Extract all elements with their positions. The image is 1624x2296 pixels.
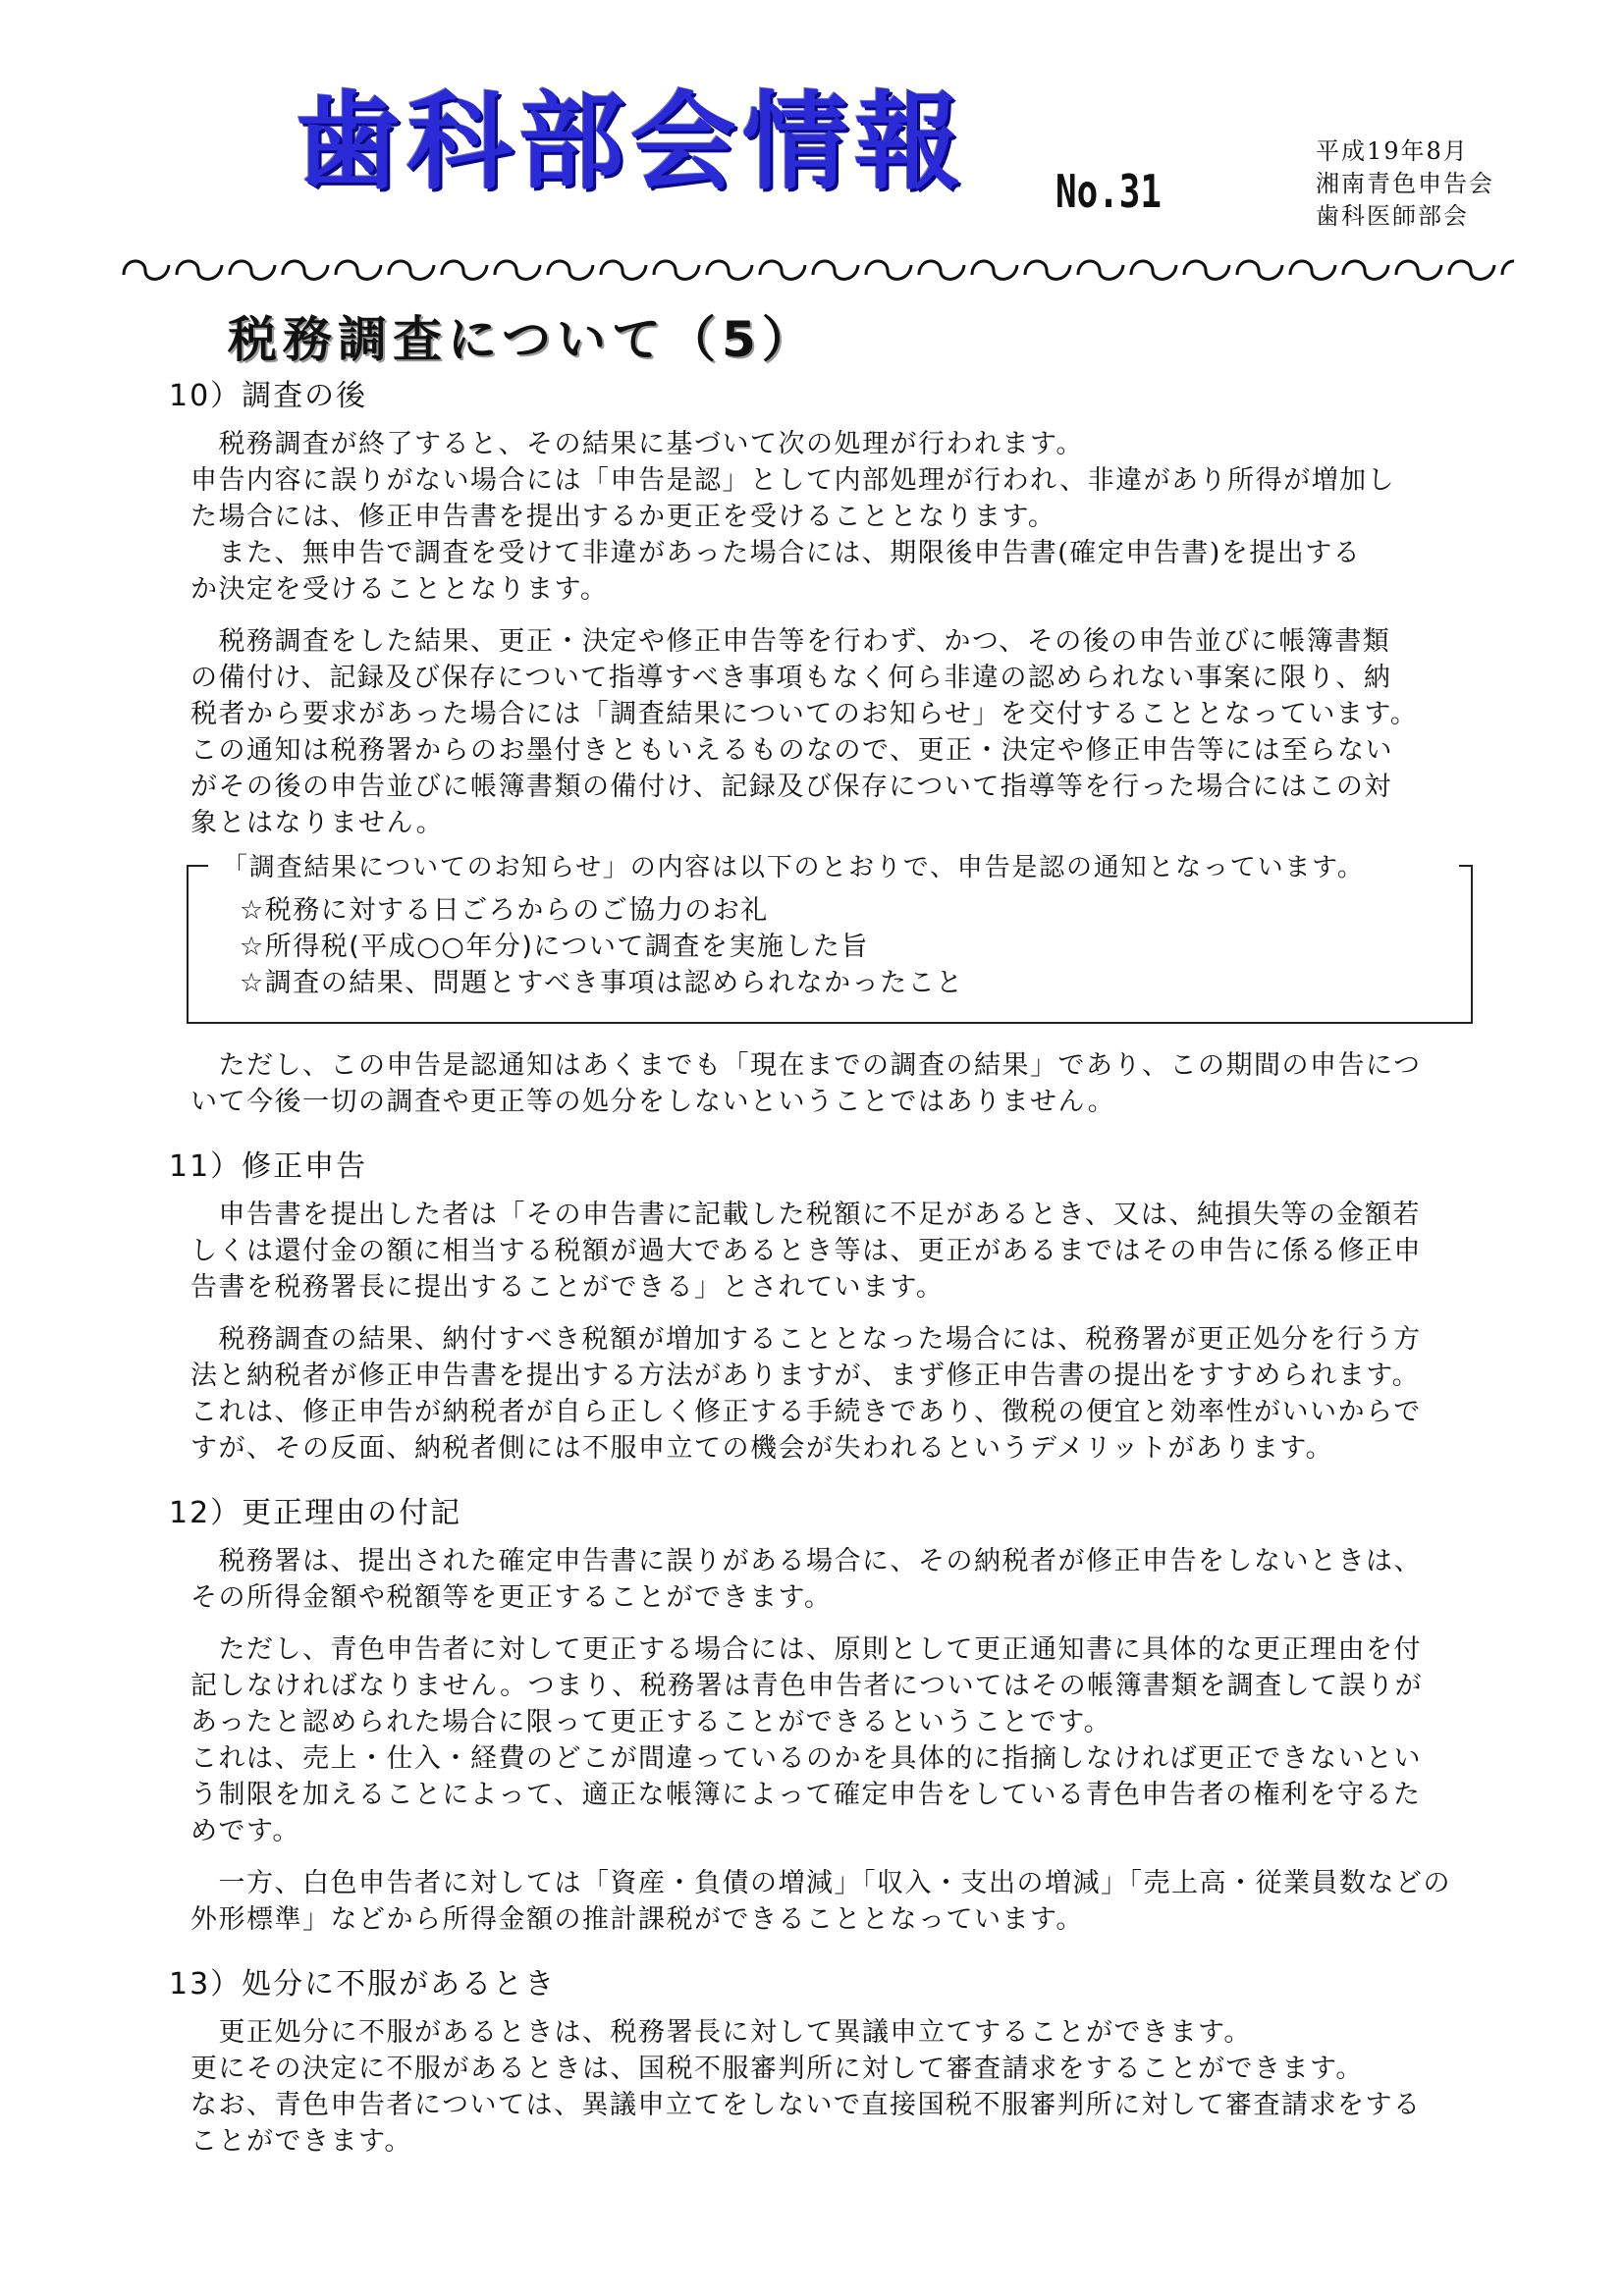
text-line: 記しなければなりません。つまり、税務署は青色申告者についてはその帳簿書類を調査して誤りが — [190, 1671, 1424, 1701]
text-line: 更正処分に不服があるときは、税務署長に対して異議申立てすることができます。 — [190, 2017, 1252, 2048]
text-line: すが、その反面、納税者側には不服申立ての機会が失われるというデメリットがあります。 — [190, 1433, 1334, 1464]
section-13-paragraph-1 — [169, 2014, 1563, 2160]
text-line: がその後の申告並びに帳簿書類の備付け、記録及び保存について指導等を行った場合にはこの対 — [190, 772, 1392, 802]
section-heading-10: 10）調査の後 — [169, 379, 368, 413]
notice-item: ☆税務に対する日ごろからのご協力のお礼 — [240, 895, 769, 926]
issue-date: 平成19年8月 — [1316, 137, 1469, 165]
section-10-paragraph-1 — [169, 426, 1563, 608]
text-line: しくは還付金の額に相当する税額が過大であるとき等は、更正があるまではその申告に係る修正申 — [190, 1236, 1422, 1266]
text-line: 外形標準」などから所得金額の推計課税ができることとなっています。 — [190, 1904, 1084, 1935]
text-line: 税務調査が終了すると、その結果に基づいて次の処理が行われます。 — [190, 429, 1084, 459]
section-12-paragraph-2 — [169, 1631, 1563, 1849]
text-line: ただし、青色申告者に対して更正する場合には、原則として更正通知書に具体的な更正理由を付 — [190, 1634, 1422, 1665]
section-10-paragraph-2 — [169, 623, 1563, 841]
issuer-division: 歯科医師部会 — [1316, 202, 1469, 230]
text-line: また、無申告で調査を受けて非違があった場合には、期限後申告書(確定申告書)を提出する — [190, 538, 1362, 568]
text-line: 法と納税者が修正申告書を提出する方法がありますが、まず修正申告書の提出をすすめられます。 — [190, 1361, 1421, 1391]
text-line: 一方、白色申告者に対しては「資産・負債の増減」「収入・支出の増減」「売上高・従業員数などの — [190, 1868, 1451, 1898]
section-12-paragraph-1 — [169, 1543, 1563, 1616]
text-line: 告書を税務署長に提出することができる」とされています。 — [190, 1272, 945, 1303]
text-line: 税務調査をした結果、更正・決定や修正申告等を行わず、かつ、その後の申告並びに帳簿書類 — [190, 626, 1391, 657]
issuer-block — [1316, 135, 1494, 233]
notice-list — [240, 892, 964, 1001]
text-line: ことができます。 — [190, 2126, 412, 2157]
notice-box — [187, 853, 1473, 1024]
text-line: 申告内容に誤りがない場合には「申告是認」として内部処理が行われ、非違があり所得が増加し — [190, 465, 1396, 496]
notice-intro: 「調査結果についてのお知らせ」の内容は以下のとおりで、申告是認の通知となっています。 — [218, 847, 1369, 883]
article-title: 税務調査について（5） — [228, 311, 817, 368]
decorative-border — [120, 253, 1514, 287]
section-11-paragraph-2 — [169, 1321, 1563, 1467]
text-line: た場合には、修正申告書を提出するか更正を受けることとなります。 — [190, 502, 1056, 532]
text-line: これは、売上・仕入・経費のどこが間違っているのかを具体的に指摘しなければ更正できないとい — [190, 1743, 1422, 1774]
text-line: この通知は税務署からのお墨付きともいえるものなので、更正・決定や修正申告等には至らない — [190, 735, 1393, 766]
newsletter-title: 歯科部会情報 — [295, 81, 967, 204]
text-line: 申告書を提出した者は「その申告書に記載した税額に不足があるとき、又は、純損失等の金額若 — [190, 1200, 1421, 1230]
section-10-paragraph-3 — [169, 1047, 1563, 1120]
section-heading-11: 11）修正申告 — [169, 1149, 368, 1184]
notice-item: ☆所得税(平成○○年分)について調査を実施した旨 — [240, 932, 869, 962]
text-line: その所得金額や税額等を更正することができます。 — [190, 1582, 833, 1613]
article-body — [169, 377, 1563, 2160]
text-line: 税務署は、提出された確定申告書に誤りがある場合に、その納税者が修正申告をしないときは、 — [190, 1546, 1422, 1576]
section-heading-13: 13）処分に不服があるとき — [169, 1967, 557, 2002]
text-line: 税務調査の結果、納付すべき税額が増加することとなった場合には、税務署が更正処分を行う方 — [190, 1324, 1422, 1355]
issuer-association: 湘南青色申告会 — [1316, 170, 1494, 197]
text-line: 税者から要求があった場合には「調査結果についてのお知らせ」を交付することとなっています。 — [190, 699, 1419, 729]
text-line: う制限を加えることによって、適正な帳簿によって確定申告をしている青色申告者の権利を守るた — [190, 1780, 1422, 1810]
text-line: これは、修正申告が納税者が自ら正しく修正する手続きであり、徴税の便宜と効率性がいいからで — [190, 1397, 1422, 1427]
section-12-paragraph-3 — [169, 1865, 1563, 1938]
text-line: 象とはなりません。 — [190, 808, 445, 838]
text-line: めです。 — [190, 1816, 300, 1846]
text-line: いて今後一切の調査や更正等の処分をしないということではありません。 — [190, 1087, 1116, 1117]
text-line: か決定を受けることとなります。 — [190, 574, 609, 605]
section-heading-12: 12）更正理由の付記 — [169, 1496, 462, 1530]
text-line: なお、青色申告者については、異議申立てをしないで直接国税不服審判所に対して審査請求をする — [190, 2090, 1422, 2120]
text-line: ただし、この申告是認通知はあくまでも「現在までの調査の結果」であり、この期間の申告につ — [190, 1050, 1422, 1081]
section-11-paragraph-1 — [169, 1197, 1563, 1306]
notice-item: ☆調査の結果、問題とすべき事項は認められなかったこと — [240, 968, 964, 998]
text-line: 更にその決定に不服があるときは、国税不服審判所に対して審査請求をすることができます。 — [190, 2054, 1364, 2084]
issue-number: No.31 — [1056, 165, 1163, 218]
text-line: の備付け、記録及び保存について指導すべき事項もなく何ら非違の認められない事案に限り、納 — [190, 663, 1392, 693]
text-line: あったと認められた場合に限って更正することができるということです。 — [190, 1707, 1112, 1737]
masthead — [0, 0, 1624, 265]
